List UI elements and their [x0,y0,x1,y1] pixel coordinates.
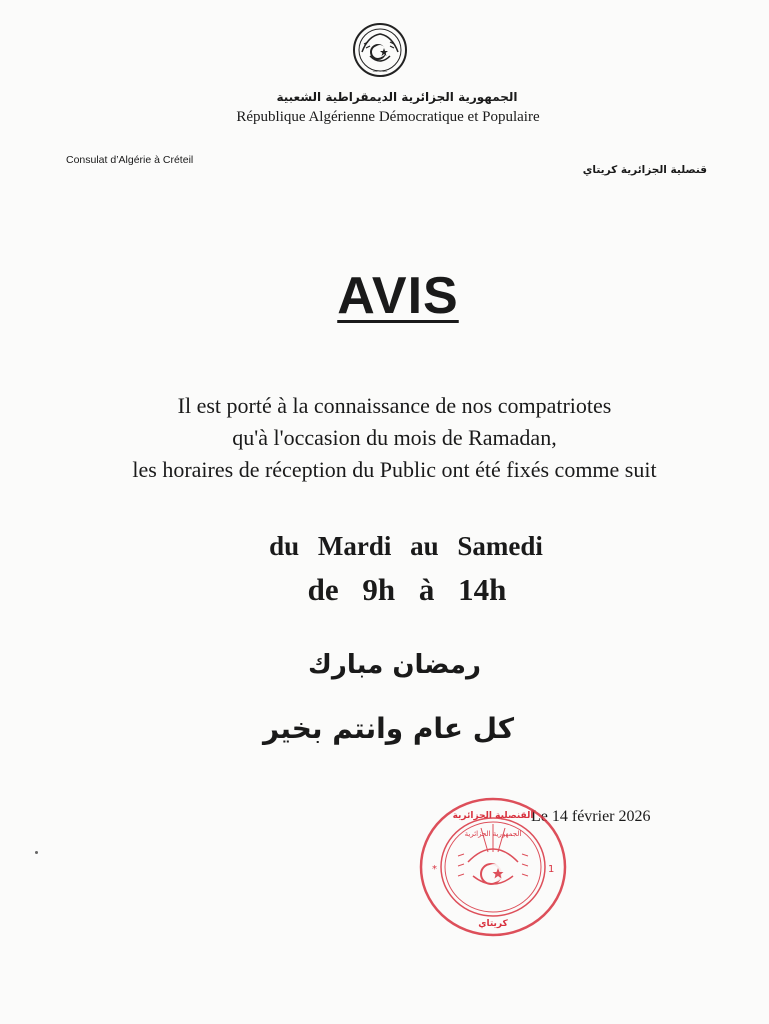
state-name-french: République Algérienne Démocratique et Populaire [236,109,540,125]
svg-text:الجمهورية الجزائرية: الجمهورية الجزائرية [464,830,522,838]
state-name-arabic: الجمهورية الجزائرية الديمقراطية الشعبية [276,90,518,104]
svg-text:— · —: — · — [372,69,388,75]
ramadan-greeting: رمضان مبارك [308,650,481,680]
svg-text:كريتاي: كريتاي [478,919,508,929]
svg-text:*: * [432,864,437,875]
consulate-seal-stamp-icon [418,796,568,938]
svg-text:1: 1 [548,864,555,875]
consulate-name-french: Consulat d’Algérie à Créteil [66,154,194,166]
svg-text:القنصلية الجزائرية: القنصلية الجزائرية [452,811,534,821]
opening-hours [0,524,769,612]
opening-days: du Mardi au Samedi [269,531,543,561]
notice-body-line: qu'à l'occasion du mois de Ramadan, [232,425,557,450]
document-date: Le 14 février 2026 [531,808,651,825]
notice-body-line: les horaires de réception du Public ont été fixés comme suit [132,457,657,482]
eid-greeting: كل عام وانتم بخير [262,712,515,745]
scan-speck [35,851,38,854]
algeria-state-emblem-icon [348,22,412,78]
opening-time: de 9h à 14h [307,572,507,607]
notice-body-line: Il est porté à la connaissance de nos compatriotes [177,393,612,418]
notice-body [0,390,769,486]
notice-title: AVIS [337,267,459,325]
consulate-name-arabic: قنصلية الجزائرية كريتاي [582,164,707,176]
